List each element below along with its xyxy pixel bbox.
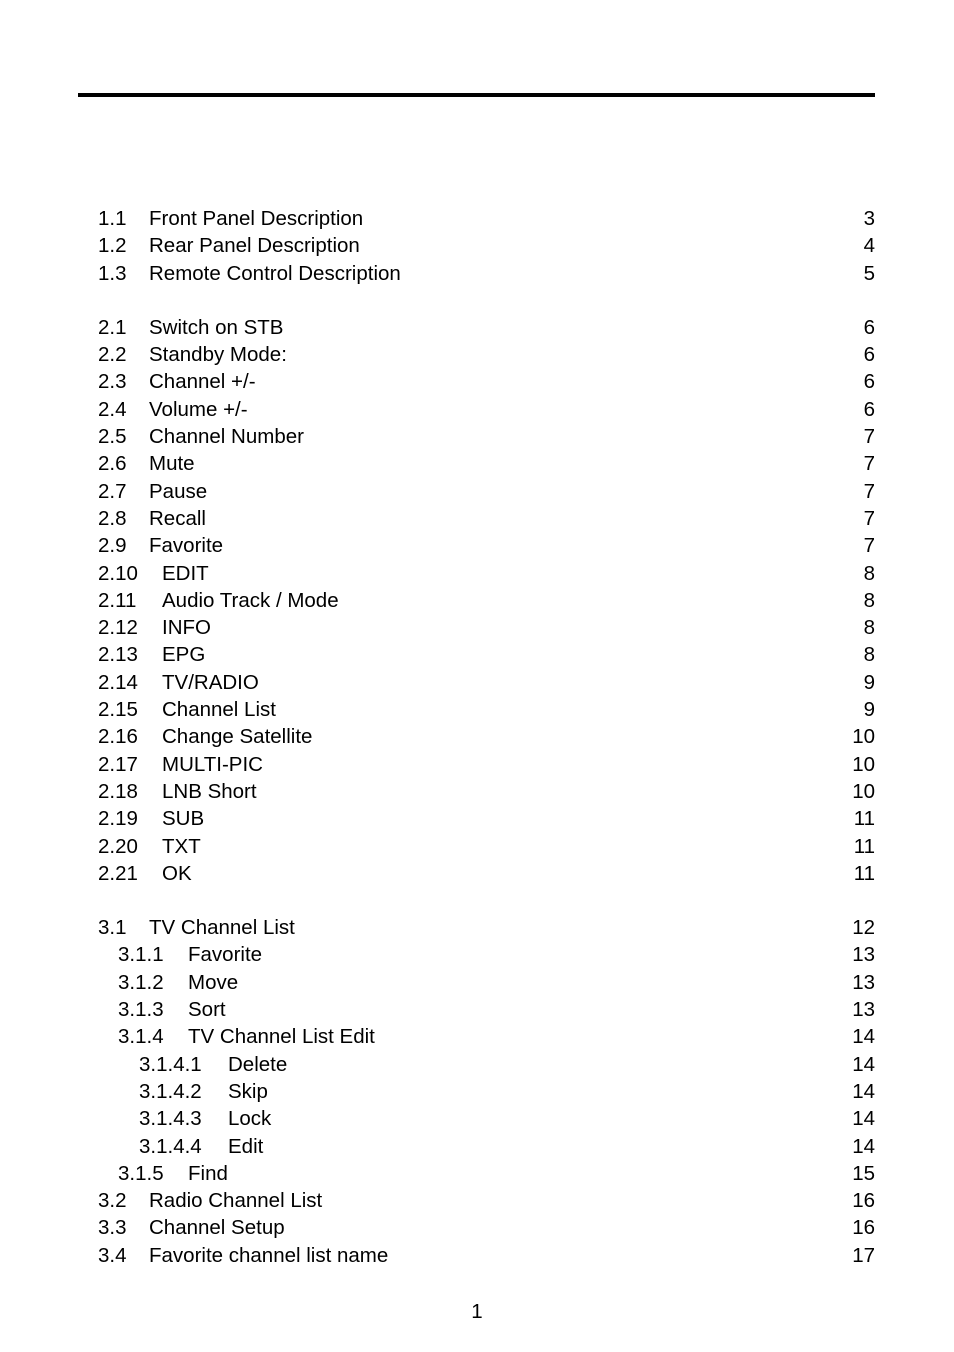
toc-entry[interactable] (98, 450, 875, 477)
toc-entry[interactable] (98, 669, 875, 696)
toc-entry-title: Volume +/- (149, 396, 248, 423)
toc-entry-number: 2.18 (98, 779, 138, 803)
toc-entry-page: 10 (850, 751, 875, 778)
toc-entry-number: 2.3 (98, 370, 127, 394)
toc-entry-number: 3.2 (98, 1189, 127, 1213)
toc-entry-title: Recall (149, 505, 206, 532)
toc-entry-title: Skip (228, 1078, 268, 1105)
toc-entry[interactable] (98, 205, 875, 232)
toc-entry-page: 13 (850, 996, 875, 1023)
toc-entry[interactable] (98, 587, 875, 614)
toc-entry-title: Favorite (188, 941, 262, 968)
toc-entry-number: 3.1.4.3 (139, 1107, 202, 1131)
toc-entry-title: Sort (188, 996, 226, 1023)
toc-entry[interactable] (98, 1187, 875, 1214)
toc-entry-page: 7 (862, 423, 875, 450)
toc-entry[interactable] (98, 1160, 875, 1187)
toc-entry-number: 3.1.3 (118, 998, 164, 1022)
toc-entry-number: 2.13 (98, 643, 138, 667)
toc-entry[interactable] (98, 1051, 875, 1078)
toc-entry-number: 3.1.5 (118, 1161, 164, 1185)
toc-entry-page: 7 (862, 478, 875, 505)
toc-entry-title: Favorite channel list name (149, 1242, 388, 1269)
toc-entry-title: Channel Number (149, 423, 304, 450)
toc-entry[interactable] (98, 1023, 875, 1050)
toc-entry-title: LNB Short (162, 778, 257, 805)
toc-entry[interactable] (98, 641, 875, 668)
toc-entry-title: TV/RADIO (162, 669, 259, 696)
toc-entry-page: 5 (862, 260, 875, 287)
toc-entry-title: EDIT (162, 560, 209, 587)
toc-entry-number: 2.9 (98, 534, 127, 558)
toc-entry[interactable] (98, 941, 875, 968)
toc-entry-title: Find (188, 1160, 228, 1187)
toc-entry-number: 1.2 (98, 234, 127, 258)
toc-entry-number: 2.12 (98, 616, 138, 640)
toc-entry-page: 9 (862, 669, 875, 696)
toc-entry[interactable] (98, 723, 875, 750)
table-of-contents (98, 205, 875, 1269)
toc-entry[interactable] (98, 996, 875, 1023)
toc-section-2 (98, 314, 875, 887)
toc-entry[interactable] (98, 368, 875, 395)
toc-entry-title: Radio Channel List (149, 1187, 322, 1214)
toc-entry-title: Mute (149, 450, 195, 477)
toc-entry[interactable] (98, 614, 875, 641)
toc-entry-page: 4 (862, 232, 875, 259)
toc-entry-page: 14 (850, 1023, 875, 1050)
toc-entry-title: Audio Track / Mode (162, 587, 339, 614)
toc-entry-number: 2.1 (98, 315, 127, 339)
toc-entry-page: 14 (850, 1078, 875, 1105)
toc-entry-page: 16 (850, 1214, 875, 1241)
toc-entry-title: TV Channel List (149, 914, 295, 941)
toc-entry-title: Pause (149, 478, 207, 505)
toc-entry-page: 6 (862, 368, 875, 395)
toc-entry-number: 2.5 (98, 425, 127, 449)
toc-entry-page: 6 (862, 314, 875, 341)
toc-entry-number: 2.21 (98, 861, 138, 885)
toc-entry-number: 1.3 (98, 261, 127, 285)
toc-entry-page: 8 (862, 614, 875, 641)
toc-entry-number: 2.7 (98, 479, 127, 503)
toc-entry-page: 10 (850, 723, 875, 750)
toc-entry[interactable] (98, 805, 875, 832)
toc-entry-page: 8 (862, 641, 875, 668)
toc-entry-page: 9 (862, 696, 875, 723)
toc-entry-page: 16 (850, 1187, 875, 1214)
toc-entry-title: Switch on STB (149, 314, 283, 341)
toc-entry-page: 13 (850, 969, 875, 996)
toc-entry-title: Edit (228, 1133, 263, 1160)
toc-entry-number: 2.19 (98, 807, 138, 831)
toc-entry-page: 11 (852, 860, 875, 887)
toc-entry-number: 3.1.4 (118, 1025, 164, 1049)
toc-entry-page: 3 (862, 205, 875, 232)
toc-section-3 (98, 914, 875, 1269)
toc-entry-page: 8 (862, 587, 875, 614)
toc-entry[interactable] (98, 1214, 875, 1241)
toc-entry-number: 3.1.4.2 (139, 1079, 202, 1103)
toc-entry-page: 14 (850, 1105, 875, 1132)
toc-entry[interactable] (98, 341, 875, 368)
toc-entry-title: MULTI-PIC (162, 751, 263, 778)
toc-entry[interactable] (98, 396, 875, 423)
toc-entry-title: Standby Mode: (149, 341, 287, 368)
toc-section-1 (98, 205, 875, 287)
toc-entry-number: 2.15 (98, 698, 138, 722)
toc-entry-title: Channel List (162, 696, 276, 723)
toc-entry-page: 7 (862, 532, 875, 559)
toc-entry-title: Change Satellite (162, 723, 312, 750)
toc-entry[interactable] (98, 969, 875, 996)
toc-entry-page: 15 (850, 1160, 875, 1187)
toc-entry-number: 1.1 (98, 207, 127, 230)
toc-entry-number: 2.6 (98, 452, 127, 476)
toc-entry-number: 2.20 (98, 834, 138, 858)
toc-entry-title: Delete (228, 1051, 287, 1078)
toc-entry[interactable] (98, 1105, 875, 1132)
toc-entry-page: 11 (852, 805, 875, 832)
toc-entry-title: Remote Control Description (149, 260, 401, 287)
toc-entry[interactable] (98, 751, 875, 778)
toc-entry-page: 7 (862, 505, 875, 532)
toc-entry-title: OK (162, 860, 192, 887)
toc-entry[interactable] (98, 423, 875, 450)
toc-entry-number: 2.10 (98, 561, 138, 585)
toc-entry[interactable] (98, 914, 875, 941)
toc-entry-page: 8 (862, 560, 875, 587)
toc-entry-page: 14 (850, 1051, 875, 1078)
toc-entry-page: 6 (862, 396, 875, 423)
toc-entry[interactable] (98, 532, 875, 559)
toc-entry-title: Lock (228, 1105, 271, 1132)
toc-entry-page: 6 (862, 341, 875, 368)
toc-entry[interactable] (98, 560, 875, 587)
toc-entry-title: Channel Setup (149, 1214, 285, 1241)
toc-entry[interactable] (98, 505, 875, 532)
toc-entry-title: Move (188, 969, 238, 996)
toc-entry-number: 3.1.1 (118, 943, 164, 967)
toc-entry-number: 2.14 (98, 670, 138, 694)
toc-entry-title: Favorite (149, 532, 223, 559)
toc-entry-page: 12 (850, 914, 875, 941)
toc-entry-number: 2.17 (98, 752, 138, 776)
toc-entry-page: 13 (850, 941, 875, 968)
toc-entry[interactable] (98, 232, 875, 259)
toc-entry-page: 7 (862, 450, 875, 477)
toc-entry-number: 2.8 (98, 506, 127, 530)
toc-entry-title: Channel +/- (149, 368, 256, 395)
toc-entry[interactable] (98, 696, 875, 723)
toc-entry-title: INFO (162, 614, 211, 641)
toc-entry-title: Front Panel Description (149, 205, 363, 232)
toc-entry[interactable] (98, 860, 875, 887)
toc-entry-number: 3.3 (98, 1216, 127, 1240)
toc-entry[interactable] (98, 260, 875, 287)
toc-entry-page: 10 (850, 778, 875, 805)
toc-entry-number: 3.1 (98, 916, 127, 940)
toc-entry-title: SUB (162, 805, 204, 832)
header-rule (78, 93, 875, 97)
toc-entry-title: EPG (162, 641, 205, 668)
toc-entry-number: 2.11 (98, 588, 137, 612)
toc-entry[interactable] (98, 1078, 875, 1105)
toc-entry-number: 3.1.4.4 (139, 1134, 202, 1158)
page-number: 1 (471, 1300, 483, 1323)
toc-entry-title: TXT (162, 833, 201, 860)
toc-entry-number: 3.4 (98, 1243, 127, 1267)
toc-entry[interactable] (98, 1133, 875, 1160)
toc-entry-page: 14 (850, 1133, 875, 1160)
toc-entry[interactable] (98, 833, 875, 860)
toc-entry-page: 11 (852, 833, 875, 860)
toc-entry[interactable] (98, 314, 875, 341)
toc-entry[interactable] (98, 1242, 875, 1269)
toc-entry-title: TV Channel List Edit (188, 1023, 375, 1050)
toc-entry-number: 2.2 (98, 343, 127, 367)
toc-entry-number: 3.1.2 (118, 970, 164, 994)
toc-entry-number: 2.4 (98, 397, 127, 421)
toc-entry-number: 3.1.4.1 (139, 1052, 202, 1076)
toc-entry-page: 17 (850, 1242, 875, 1269)
toc-entry-title: Rear Panel Description (149, 232, 360, 259)
toc-entry[interactable] (98, 478, 875, 505)
toc-entry-number: 2.16 (98, 725, 138, 749)
toc-entry[interactable] (98, 778, 875, 805)
